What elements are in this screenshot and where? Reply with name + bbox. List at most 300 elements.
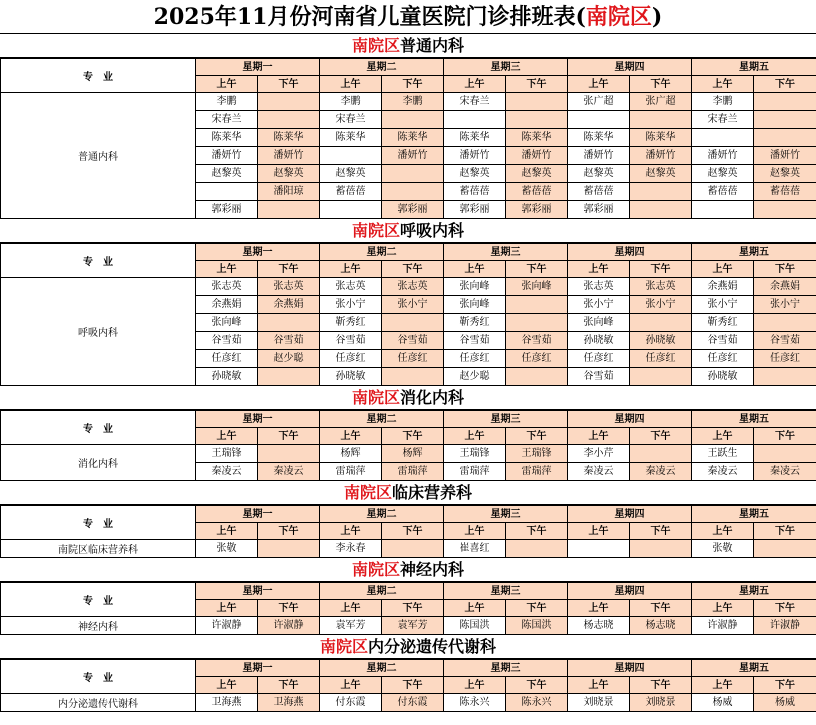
doctor-cell: 刘晓景 — [630, 694, 692, 712]
doctor-cell: 蓄蓓蓓 — [568, 183, 630, 201]
morning-header: 上午 — [444, 677, 506, 694]
afternoon-header: 下午 — [754, 677, 816, 694]
schedule-table — [0, 505, 816, 558]
doctor-cell: 潘妍竹 — [754, 147, 816, 165]
doctor-cell: 任彦红 — [444, 350, 506, 368]
doctor-cell: 余燕娟 — [692, 278, 754, 296]
doctor-cell: 潘阳琼 — [258, 183, 320, 201]
doctor-cell — [444, 111, 506, 129]
afternoon-header: 下午 — [506, 428, 568, 445]
doctor-cell: 张小宁 — [754, 296, 816, 314]
doctor-cell: 张广超 — [568, 93, 630, 111]
doctor-cell — [382, 314, 444, 332]
doctor-cell: 蓄蓓蓓 — [754, 183, 816, 201]
doctor-cell — [568, 540, 630, 558]
section-title — [0, 219, 816, 243]
morning-header: 上午 — [568, 677, 630, 694]
weekday-header: 星期二 — [320, 411, 444, 428]
doctor-cell: 李小芹 — [568, 445, 630, 463]
doctor-cell — [382, 540, 444, 558]
doctor-cell: 宋春兰 — [692, 111, 754, 129]
title-tail: ) — [651, 4, 663, 30]
doctor-cell — [630, 183, 692, 201]
doctor-cell: 陈国洪 — [506, 617, 568, 635]
doctor-cell: 任彦红 — [568, 350, 630, 368]
weekday-header: 星期五 — [692, 506, 816, 523]
morning-header: 上午 — [196, 261, 258, 278]
doctor-cell — [258, 201, 320, 219]
doctor-cell — [754, 93, 816, 111]
weekday-header: 星期五 — [692, 583, 816, 600]
doctor-cell: 杨威 — [754, 694, 816, 712]
doctor-cell: 陈国洪 — [444, 617, 506, 635]
section-title — [0, 386, 816, 410]
doctor-cell: 赵黎英 — [196, 165, 258, 183]
weekday-header: 星期四 — [568, 244, 692, 261]
table-row — [1, 540, 816, 558]
doctor-cell: 刘晓景 — [568, 694, 630, 712]
doctor-cell — [382, 368, 444, 386]
afternoon-header: 下午 — [630, 76, 692, 93]
weekday-header: 星期五 — [692, 244, 816, 261]
specialty-header: 专 业 — [1, 506, 196, 540]
weekday-header: 星期三 — [444, 411, 568, 428]
doctor-cell: 秦凌云 — [258, 463, 320, 481]
schedule-table — [0, 659, 816, 712]
weekday-header: 星期二 — [320, 660, 444, 677]
doctor-cell: 任彦红 — [320, 350, 382, 368]
doctor-cell: 李永春 — [320, 540, 382, 558]
doctor-cell: 赵黎英 — [754, 165, 816, 183]
doctor-cell: 孙晓敏 — [320, 368, 382, 386]
doctor-cell: 卫海燕 — [258, 694, 320, 712]
doctor-cell: 张志英 — [320, 278, 382, 296]
doctor-cell: 郭彩丽 — [196, 201, 258, 219]
doctor-cell — [258, 540, 320, 558]
afternoon-header: 下午 — [382, 428, 444, 445]
table-row — [1, 278, 816, 296]
doctor-cell: 郭彩丽 — [506, 201, 568, 219]
doctor-cell: 李鹏 — [692, 93, 754, 111]
doctor-cell: 雷瑞萍 — [382, 463, 444, 481]
doctor-cell: 任彦红 — [692, 350, 754, 368]
weekday-header: 星期一 — [196, 660, 320, 677]
department-name: 内分泌遗传代谢科 — [1, 694, 196, 712]
weekday-header: 星期五 — [692, 59, 816, 76]
specialty-header: 专 业 — [1, 411, 196, 445]
afternoon-header: 下午 — [754, 523, 816, 540]
doctor-cell — [258, 111, 320, 129]
doctor-cell: 谷雪茹 — [320, 332, 382, 350]
doctor-cell: 袁军芳 — [320, 617, 382, 635]
doctor-cell: 任彦红 — [382, 350, 444, 368]
weekday-header: 星期一 — [196, 506, 320, 523]
doctor-cell: 张小宁 — [568, 296, 630, 314]
doctor-cell: 任彦红 — [630, 350, 692, 368]
doctor-cell: 潘妍竹 — [382, 147, 444, 165]
doctor-cell: 王瑞锋 — [196, 445, 258, 463]
doctor-cell: 任彦红 — [196, 350, 258, 368]
title-main: 2025年11月份河南省儿童医院门诊排班表( — [153, 4, 586, 30]
doctor-cell: 张小宁 — [320, 296, 382, 314]
weekday-header: 星期一 — [196, 244, 320, 261]
doctor-cell: 袁军芳 — [382, 617, 444, 635]
afternoon-header: 下午 — [506, 261, 568, 278]
doctor-cell: 秦凌云 — [568, 463, 630, 481]
section-title-name: 内分泌遗传代谢科 — [368, 637, 497, 656]
weekday-header: 星期三 — [444, 244, 568, 261]
doctor-cell — [320, 201, 382, 219]
doctor-cell: 潘妍竹 — [506, 147, 568, 165]
section-title — [0, 481, 816, 505]
doctor-cell — [196, 183, 258, 201]
doctor-cell — [630, 314, 692, 332]
doctor-cell — [382, 183, 444, 201]
doctor-cell: 许淑静 — [754, 617, 816, 635]
weekday-header: 星期四 — [568, 59, 692, 76]
doctor-cell — [258, 445, 320, 463]
specialty-header: 专 业 — [1, 583, 196, 617]
afternoon-header: 下午 — [258, 76, 320, 93]
doctor-cell: 雷瑞萍 — [506, 463, 568, 481]
doctor-cell: 谷雪茹 — [258, 332, 320, 350]
doctor-cell — [630, 445, 692, 463]
doctor-cell — [506, 93, 568, 111]
doctor-cell — [630, 540, 692, 558]
doctor-cell: 张向峰 — [568, 314, 630, 332]
doctor-cell: 谷雪茹 — [754, 332, 816, 350]
department-name: 南院区临床营养科 — [1, 540, 196, 558]
doctor-cell: 陈莱华 — [196, 129, 258, 147]
weekday-header: 星期一 — [196, 59, 320, 76]
doctor-cell: 张小宁 — [382, 296, 444, 314]
doctor-cell: 张志英 — [258, 278, 320, 296]
morning-header: 上午 — [568, 523, 630, 540]
doctor-cell: 张向峰 — [444, 296, 506, 314]
morning-header: 上午 — [568, 76, 630, 93]
section-title-prefix: 南院区 — [351, 36, 400, 55]
doctor-cell: 陈莱华 — [568, 129, 630, 147]
doctor-cell — [506, 368, 568, 386]
doctor-cell: 崔喜红 — [444, 540, 506, 558]
doctor-cell: 赵黎英 — [320, 165, 382, 183]
doctor-cell — [258, 314, 320, 332]
doctor-cell: 赵黎英 — [444, 165, 506, 183]
department-name: 神经内科 — [1, 617, 196, 635]
doctor-cell: 宋春兰 — [196, 111, 258, 129]
doctor-cell: 潘妍竹 — [692, 147, 754, 165]
doctor-cell: 赵黎英 — [692, 165, 754, 183]
doctor-cell: 蓄蓓蓓 — [506, 183, 568, 201]
afternoon-header: 下午 — [382, 677, 444, 694]
doctor-cell: 张志英 — [382, 278, 444, 296]
doctor-cell — [258, 368, 320, 386]
afternoon-header: 下午 — [630, 523, 692, 540]
doctor-cell: 孙晓敏 — [692, 368, 754, 386]
doctor-cell: 许淑静 — [692, 617, 754, 635]
morning-header: 上午 — [444, 261, 506, 278]
doctor-cell: 陈莱华 — [630, 129, 692, 147]
weekday-header: 星期三 — [444, 506, 568, 523]
morning-header: 上午 — [196, 600, 258, 617]
department-name: 呼吸内科 — [1, 278, 196, 386]
morning-header: 上午 — [692, 677, 754, 694]
doctor-cell: 陈永兴 — [506, 694, 568, 712]
weekday-header: 星期四 — [568, 506, 692, 523]
doctor-cell: 张敬 — [196, 540, 258, 558]
doctor-cell — [754, 540, 816, 558]
doctor-cell: 潘妍竹 — [196, 147, 258, 165]
doctor-cell: 张小宁 — [630, 296, 692, 314]
doctor-cell: 张向峰 — [196, 314, 258, 332]
morning-header: 上午 — [196, 677, 258, 694]
doctor-cell: 赵少聪 — [444, 368, 506, 386]
doctor-cell: 谷雪茹 — [568, 368, 630, 386]
doctor-cell: 许淑静 — [196, 617, 258, 635]
section-title-prefix: 南院区 — [351, 560, 400, 579]
morning-header: 上午 — [444, 428, 506, 445]
doctor-cell: 谷雪茹 — [506, 332, 568, 350]
page-title — [0, 0, 816, 34]
weekday-header: 星期四 — [568, 660, 692, 677]
section-title-prefix: 南院区 — [343, 483, 392, 502]
doctor-cell: 谷雪茹 — [444, 332, 506, 350]
doctor-cell: 张小宁 — [692, 296, 754, 314]
afternoon-header: 下午 — [754, 428, 816, 445]
section-title — [0, 635, 816, 659]
specialty-header: 专 业 — [1, 660, 196, 694]
doctor-cell: 孙晓敏 — [630, 332, 692, 350]
weekday-header: 星期二 — [320, 506, 444, 523]
table-row — [1, 694, 816, 712]
doctor-cell — [754, 111, 816, 129]
doctor-cell: 赵黎英 — [506, 165, 568, 183]
weekday-header: 星期二 — [320, 59, 444, 76]
doctor-cell — [754, 201, 816, 219]
doctor-cell — [754, 445, 816, 463]
doctor-cell: 陈莱华 — [506, 129, 568, 147]
doctor-cell — [754, 314, 816, 332]
morning-header: 上午 — [568, 261, 630, 278]
doctor-cell: 宋春兰 — [444, 93, 506, 111]
morning-header: 上午 — [320, 523, 382, 540]
section-title-name: 神经内科 — [400, 560, 465, 579]
doctor-cell: 杨志晓 — [568, 617, 630, 635]
doctor-cell — [258, 93, 320, 111]
doctor-cell — [506, 540, 568, 558]
doctor-cell: 付东霞 — [382, 694, 444, 712]
afternoon-header: 下午 — [754, 76, 816, 93]
specialty-header: 专 业 — [1, 244, 196, 278]
afternoon-header: 下午 — [382, 76, 444, 93]
doctor-cell: 雷瑞萍 — [320, 463, 382, 481]
doctor-cell — [568, 111, 630, 129]
doctor-cell: 杨威 — [692, 694, 754, 712]
afternoon-header: 下午 — [630, 428, 692, 445]
doctor-cell: 郭彩丽 — [568, 201, 630, 219]
weekday-header: 星期二 — [320, 583, 444, 600]
doctor-cell: 余燕娟 — [196, 296, 258, 314]
doctor-cell: 陈莱华 — [444, 129, 506, 147]
afternoon-header: 下午 — [754, 261, 816, 278]
doctor-cell: 张志英 — [196, 278, 258, 296]
doctor-cell: 任彦红 — [754, 350, 816, 368]
doctor-cell: 余燕娟 — [258, 296, 320, 314]
doctor-cell — [320, 147, 382, 165]
doctor-cell: 郭彩丽 — [444, 201, 506, 219]
schedule-table — [0, 243, 816, 386]
afternoon-header: 下午 — [506, 523, 568, 540]
doctor-cell: 赵黎英 — [568, 165, 630, 183]
weekday-header: 星期三 — [444, 59, 568, 76]
afternoon-header: 下午 — [630, 600, 692, 617]
table-row — [1, 617, 816, 635]
doctor-cell: 杨辉 — [320, 445, 382, 463]
doctor-cell: 张敬 — [692, 540, 754, 558]
weekday-header: 星期二 — [320, 244, 444, 261]
section-title-prefix: 南院区 — [319, 637, 368, 656]
doctor-cell: 杨志晓 — [630, 617, 692, 635]
doctor-cell — [506, 296, 568, 314]
doctor-cell: 赵少聪 — [258, 350, 320, 368]
morning-header: 上午 — [444, 76, 506, 93]
doctor-cell — [754, 129, 816, 147]
afternoon-header: 下午 — [382, 600, 444, 617]
doctor-cell: 靳秀红 — [692, 314, 754, 332]
doctor-cell: 雷瑞萍 — [444, 463, 506, 481]
morning-header: 上午 — [196, 523, 258, 540]
doctor-cell: 赵黎英 — [630, 165, 692, 183]
section-title — [0, 34, 816, 58]
schedule-table — [0, 582, 816, 635]
morning-header: 上午 — [196, 428, 258, 445]
afternoon-header: 下午 — [258, 600, 320, 617]
weekday-header: 星期五 — [692, 411, 816, 428]
doctor-cell: 靳秀红 — [444, 314, 506, 332]
doctor-cell: 张向峰 — [444, 278, 506, 296]
doctor-cell: 王瑞锋 — [506, 445, 568, 463]
morning-header: 上午 — [320, 677, 382, 694]
doctor-cell: 王瑞锋 — [444, 445, 506, 463]
doctor-cell: 张向峰 — [506, 278, 568, 296]
afternoon-header: 下午 — [506, 677, 568, 694]
doctor-cell: 谷雪茹 — [196, 332, 258, 350]
doctor-cell — [630, 201, 692, 219]
table-row — [1, 93, 816, 111]
doctor-cell: 陈永兴 — [444, 694, 506, 712]
doctor-cell: 李鹏 — [196, 93, 258, 111]
doctor-cell: 蓄蓓蓓 — [320, 183, 382, 201]
doctor-cell: 谷雪茹 — [382, 332, 444, 350]
morning-header: 上午 — [692, 523, 754, 540]
morning-header: 上午 — [320, 600, 382, 617]
doctor-cell: 任彦红 — [506, 350, 568, 368]
morning-header: 上午 — [444, 523, 506, 540]
weekday-header: 星期一 — [196, 411, 320, 428]
department-name: 普通内科 — [1, 93, 196, 219]
afternoon-header: 下午 — [382, 261, 444, 278]
doctor-cell: 孙晓敏 — [196, 368, 258, 386]
sections-container — [0, 34, 816, 712]
weekday-header: 星期四 — [568, 411, 692, 428]
morning-header: 上午 — [320, 76, 382, 93]
doctor-cell: 卫海燕 — [196, 694, 258, 712]
afternoon-header: 下午 — [382, 523, 444, 540]
doctor-cell: 秦凌云 — [196, 463, 258, 481]
doctor-cell: 靳秀红 — [320, 314, 382, 332]
doctor-cell: 张志英 — [568, 278, 630, 296]
doctor-cell: 蓄蓓蓓 — [692, 183, 754, 201]
morning-header: 上午 — [568, 600, 630, 617]
afternoon-header: 下午 — [506, 76, 568, 93]
doctor-cell: 付东霞 — [320, 694, 382, 712]
afternoon-header: 下午 — [258, 523, 320, 540]
weekday-header: 星期四 — [568, 583, 692, 600]
doctor-cell: 张志英 — [630, 278, 692, 296]
specialty-header: 专 业 — [1, 59, 196, 93]
morning-header: 上午 — [568, 428, 630, 445]
doctor-cell: 秦凌云 — [630, 463, 692, 481]
doctor-cell: 赵黎英 — [258, 165, 320, 183]
title-campus: 南院区 — [585, 4, 652, 30]
doctor-cell: 郭彩丽 — [382, 201, 444, 219]
morning-header: 上午 — [196, 76, 258, 93]
doctor-cell: 杨辉 — [382, 445, 444, 463]
doctor-cell: 许淑静 — [258, 617, 320, 635]
doctor-cell: 陈莱华 — [320, 129, 382, 147]
doctor-cell: 李鹏 — [320, 93, 382, 111]
doctor-cell — [382, 165, 444, 183]
doctor-cell: 潘妍竹 — [630, 147, 692, 165]
doctor-cell: 张广超 — [630, 93, 692, 111]
doctor-cell: 潘妍竹 — [444, 147, 506, 165]
afternoon-header: 下午 — [258, 677, 320, 694]
morning-header: 上午 — [444, 600, 506, 617]
weekday-header: 星期一 — [196, 583, 320, 600]
section-title-name: 普通内科 — [400, 36, 465, 55]
doctor-cell — [630, 111, 692, 129]
afternoon-header: 下午 — [258, 261, 320, 278]
morning-header: 上午 — [320, 261, 382, 278]
afternoon-header: 下午 — [258, 428, 320, 445]
doctor-cell: 陈莱华 — [258, 129, 320, 147]
section-title — [0, 558, 816, 582]
weekday-header: 星期三 — [444, 583, 568, 600]
doctor-cell: 谷雪茹 — [692, 332, 754, 350]
section-title-prefix: 南院区 — [351, 388, 400, 407]
afternoon-header: 下午 — [754, 600, 816, 617]
morning-header: 上午 — [692, 76, 754, 93]
section-title-name: 呼吸内科 — [400, 221, 465, 240]
doctor-cell — [630, 368, 692, 386]
department-name: 消化内科 — [1, 445, 196, 481]
doctor-cell: 孙晓敏 — [568, 332, 630, 350]
morning-header: 上午 — [320, 428, 382, 445]
doctor-cell: 潘妍竹 — [258, 147, 320, 165]
weekday-header: 星期三 — [444, 660, 568, 677]
doctor-cell — [506, 111, 568, 129]
morning-header: 上午 — [692, 261, 754, 278]
doctor-cell: 蓄蓓蓓 — [444, 183, 506, 201]
doctor-cell — [754, 368, 816, 386]
schedule-table — [0, 58, 816, 219]
afternoon-header: 下午 — [630, 677, 692, 694]
doctor-cell — [692, 129, 754, 147]
doctor-cell — [692, 201, 754, 219]
section-title-prefix: 南院区 — [351, 221, 400, 240]
table-row — [1, 445, 816, 463]
morning-header: 上午 — [692, 428, 754, 445]
